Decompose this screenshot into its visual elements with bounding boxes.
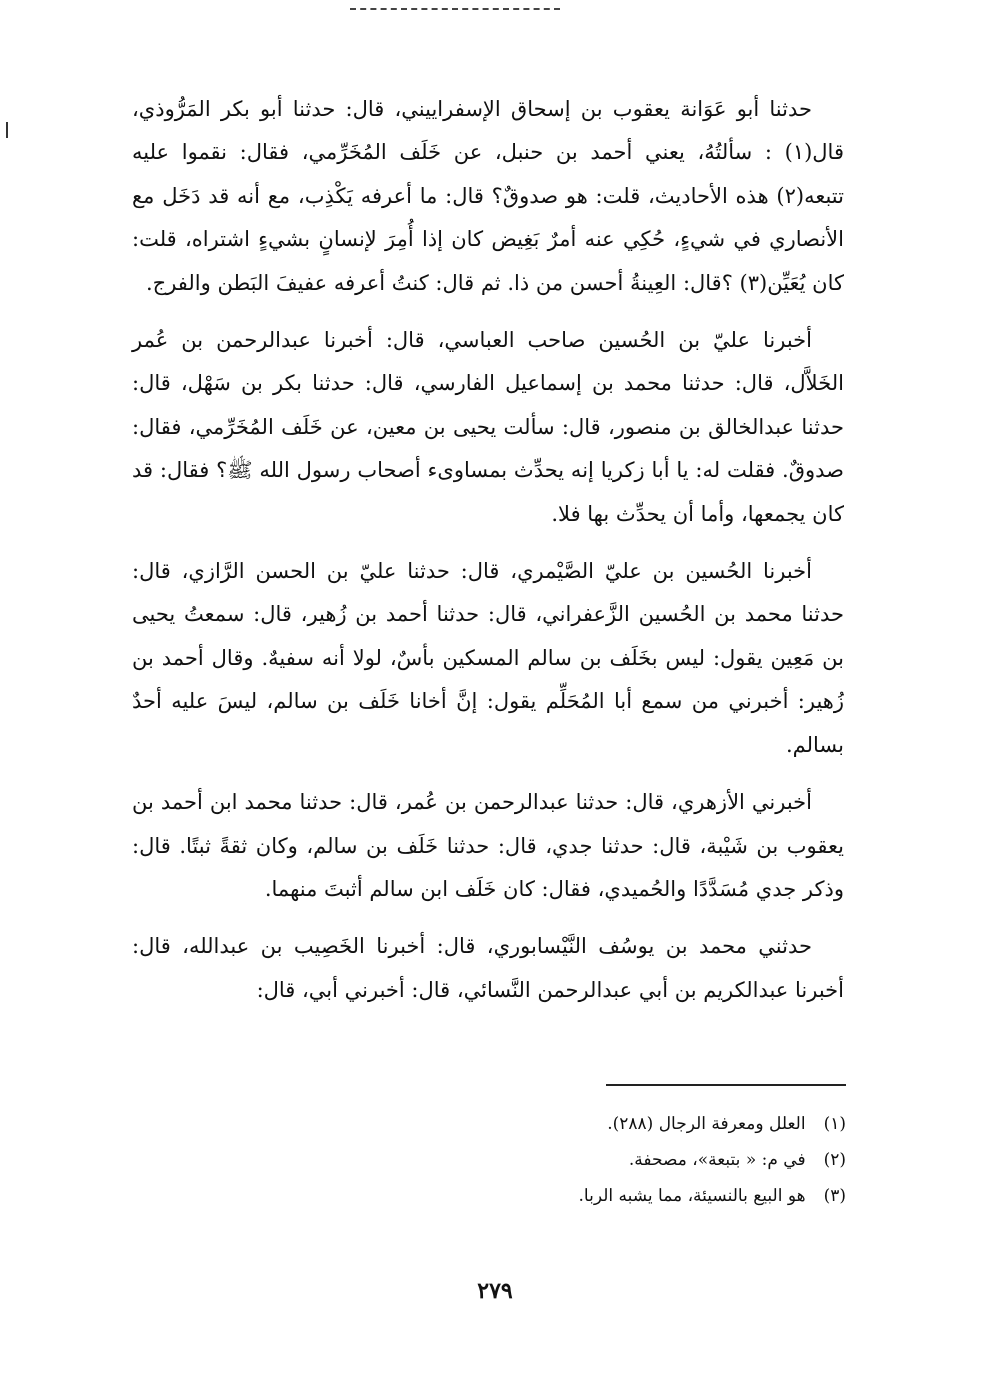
- footnote-text: في م: « بتبعة»، مصحفة.: [628, 1150, 806, 1170]
- footnote-number: (٣): [823, 1186, 846, 1206]
- footnote-2: [326, 1142, 846, 1178]
- footnote-3: [326, 1178, 846, 1214]
- main-text: [132, 88, 844, 1026]
- footnotes: [326, 1106, 846, 1214]
- footnote-number: (١): [823, 1114, 846, 1134]
- footnote-number: (٢): [823, 1150, 846, 1170]
- footnote-1: [326, 1106, 846, 1142]
- margin-tick-mark: [6, 122, 8, 138]
- paragraph-3: أخبرنا الحُسين بن عليّ الصَّيْمري، قال: حدثنا عليّ بن الحسن الرَّازي، قال: حدثنا محمد بن الحُسين الزَّعفراني، قال: حدثنا أحمد بن زُهير، قال: سمعتُ يحيى بن مَعِين يقول: ليس بخَلَف بن سالم المسكين بأسٌ، لولا أنه سفيهٌ. وقال أحمد بن زُهير: أخبرني من سمع أبا المُحَلِّم يقول: إنَّ أخانا خَلَف بن سالم، ليسَ عليه أحدٌ بسالم.: [132, 559, 844, 757]
- page-number: ٢٧٩: [477, 1278, 513, 1304]
- footnote-text: العلل ومعرفة الرجال (٢٨٨).: [607, 1114, 806, 1134]
- paragraph-1: حدثنا أبو عَوَانة يعقوب بن إسحاق الإسفراييني، قال: حدثنا أبو بكر المَرُّوذي، قال(١) : سألتُهُ، يعني أحمد بن حنبل، عن خَلَف المُخَرِّمي، فقال: نقموا عليه تتبعه(٢) هذه الأحاديث، قلت: هو صدوقٌ؟ قال: ما أعرفه يَكْذِب، مع أنه قد دَخَل مع الأنصاري في شيءٍ، حُكِي عنه أمرٌ بَغِيض كان إذا أُمِرَ لإنسانٍ بشيءٍ اشتراه، قلت: كان يُعَيِّن(٣) ؟قال: العِينةُ أحسن من ذا. ثم قال: كنتُ أعرفه عفيفَ البَطن والفرج.: [132, 97, 844, 295]
- footnote-separator: [606, 1084, 846, 1086]
- paragraph-2: أخبرنا عليّ بن الحُسين صاحب العباسي، قال: أخبرنا عبدالرحمن بن عُمر الخَلاَّل، قال: حدثنا محمد بن إسماعيل الفارسي، قال: حدثنا بكر بن سَهْل، قال: حدثنا عبدالخالق بن منصور، قال: سألت يحيى بن معين، عن خَلَف المُخَرِّمي، فقال: صدوقٌ. فقلت له: يا أبا زكريا إنه يحدِّث بمساوىء أصحاب رسول الله ﷺ؟ فقال: قد كان يجمعها، وأما أن يحدِّث بها فلا.: [132, 328, 844, 526]
- paragraph-5: حدثني محمد بن يوسُف النَّيْسابوري، قال: أخبرنا الخَصِيب بن عبدالله، قال: أخبرنا عبدالكريم بن أبي عبدالرحمن النَّسائي، قال: أخبرني أبي، قال:: [132, 934, 844, 1002]
- paragraph-4: أخبرني الأزهري، قال: حدثنا عبدالرحمن بن عُمر، قال: حدثنا محمد ابن أحمد بن يعقوب بن شَيْبة، قال: حدثنا جدي، قال: حدثنا خَلَف بن سالم، وكان ثقةً ثبتًا. قال: وذكر جدي مُسَدَّدًا والحُميدي، فقال: كان خَلَف ابن سالم أثبتَ منهما.: [132, 790, 844, 901]
- footnote-text: هو البيع بالنسيئة، مما يشبه الربا.: [578, 1186, 806, 1206]
- header-dash-line: [350, 8, 560, 13]
